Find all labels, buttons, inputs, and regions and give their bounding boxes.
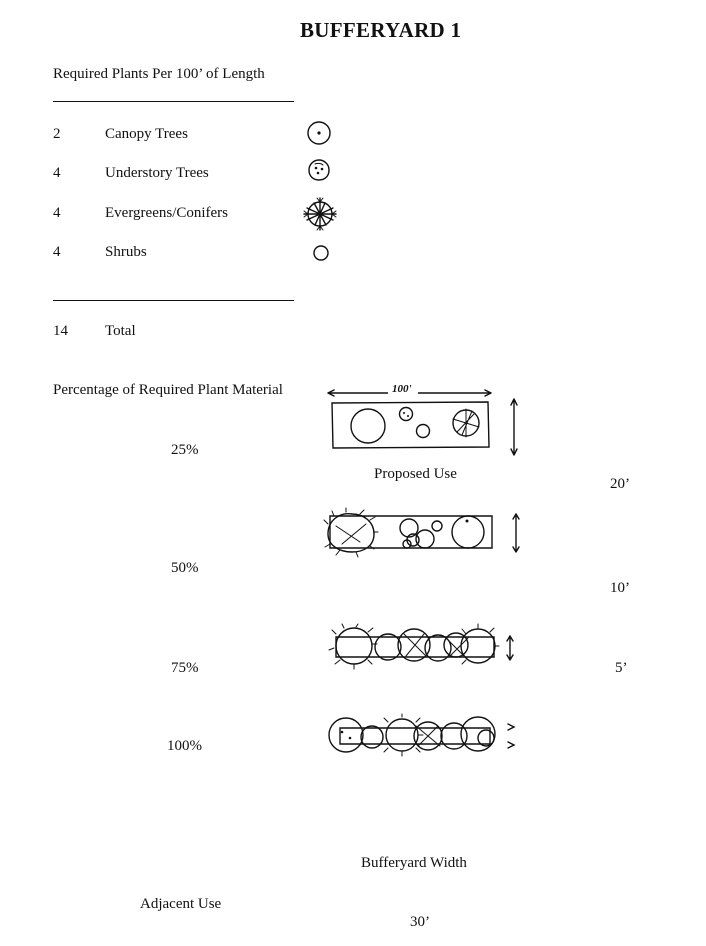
shrubs-qty: 4 <box>53 244 61 260</box>
total-label: Total <box>105 323 136 339</box>
canopy-tree-icon <box>306 120 332 146</box>
width-5: 5’ <box>615 660 628 676</box>
percentage-25: 25% <box>171 442 199 458</box>
percentage-heading: Percentage of Required Plant Material <box>53 382 283 398</box>
bufferyard-width-label: Bufferyard Width <box>361 855 467 871</box>
required-plants-heading: Required Plants Per 100’ of Length <box>53 66 265 82</box>
canopy-trees-qty: 2 <box>53 126 61 142</box>
bufferyard-diagram-100 <box>326 714 526 756</box>
width-20: 20’ <box>610 476 630 492</box>
width-30: 30’ <box>410 914 430 930</box>
total-divider <box>53 300 294 301</box>
total-qty: 14 <box>53 323 68 339</box>
bufferyard-diagram-50 <box>320 506 530 562</box>
canopy-trees-label: Canopy Trees <box>105 126 188 142</box>
percentage-50: 50% <box>171 560 199 576</box>
percentage-75: 75% <box>171 660 199 676</box>
bufferyard-diagram-25 <box>326 383 526 463</box>
understory-trees-qty: 4 <box>53 165 61 181</box>
shrubs-label: Shrubs <box>105 244 147 260</box>
evergreens-label: Evergreens/Conifers <box>105 205 229 221</box>
adjacent-use-label: Adjacent Use <box>140 896 222 912</box>
evergreens-qty: 4 <box>53 205 61 221</box>
shrub-icon <box>312 244 330 262</box>
heading-divider <box>53 101 294 102</box>
understory-tree-icon <box>307 158 331 182</box>
understory-trees-label: Understory Trees <box>105 165 209 181</box>
proposed-use-label: Proposed Use <box>374 466 457 482</box>
bufferyard-diagram-75 <box>326 624 526 670</box>
page-title: BUFFERYARD 1 <box>300 18 462 42</box>
diagram-length-label: 100' <box>392 383 412 395</box>
width-10: 10’ <box>610 580 630 596</box>
percentage-100: 100% <box>167 738 202 754</box>
evergreen-conifer-icon <box>298 194 342 234</box>
